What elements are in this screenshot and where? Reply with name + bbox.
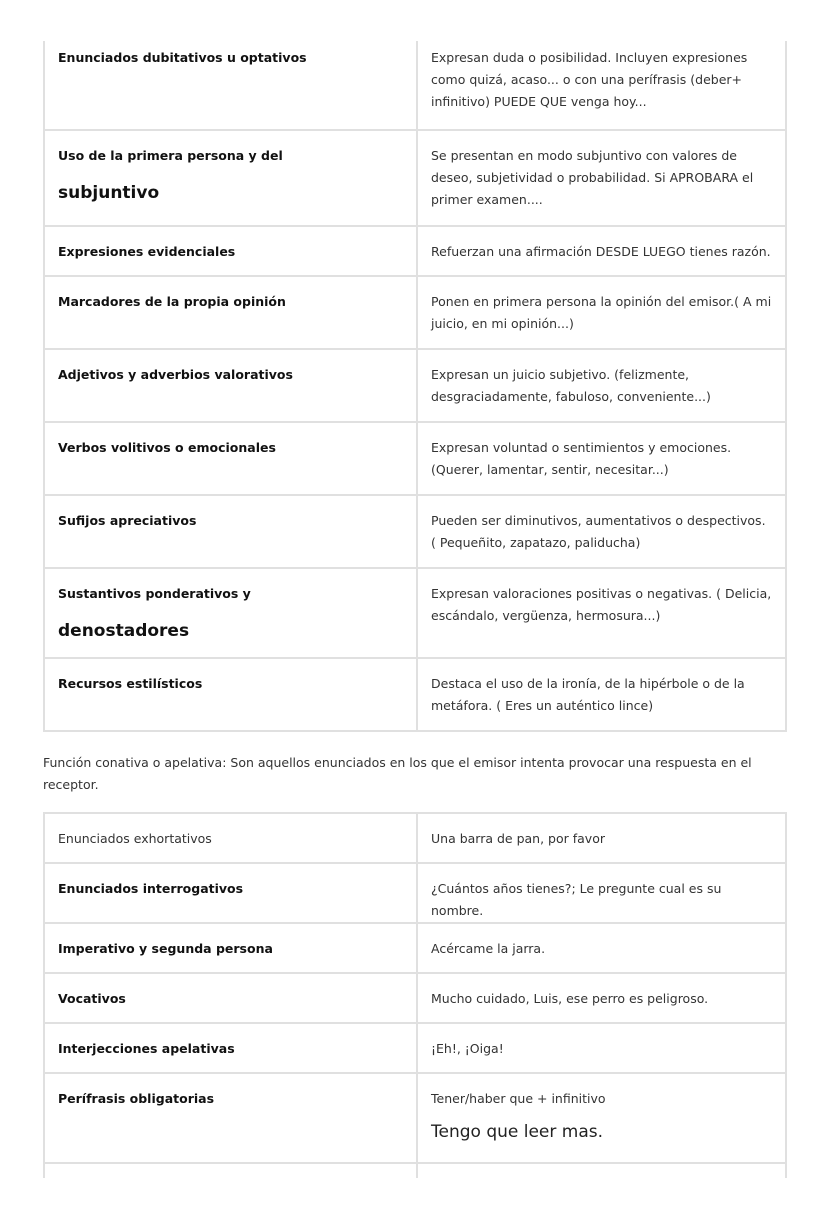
description-cell: Mucho cuidado, Luis, ese perro es peligroso. (417, 973, 786, 1023)
description-cell: Expresan duda o posibilidad. Incluyen expresiones como quizá, acaso... o con una perífrasis (deber+ infinitivo) PUEDE QUE venga hoy... (417, 41, 786, 130)
term-cell: Expresiones evidenciales (44, 226, 417, 276)
description-cell: Una barra de pan, por favor (417, 813, 786, 863)
table-row (44, 923, 786, 973)
conative-function-paragraph: Función conativa o apelativa: Son aquellos enunciados en los que el emisor intenta provocar una respuesta en el receptor. (43, 755, 752, 792)
description-cell: ¡Eh!, ¡Oiga! (417, 1023, 786, 1073)
table-row (44, 226, 786, 276)
table-row (44, 495, 786, 568)
table-row (44, 276, 786, 349)
table-row (44, 863, 786, 923)
term-cell: Enunciados exhortativos (44, 813, 417, 863)
term-cell: Imperativo y segunda persona (44, 923, 417, 973)
term-cell: Enunciados dubitativos u optativos (44, 41, 417, 130)
term-cell: Vocativos (44, 973, 417, 1023)
table-row (44, 422, 786, 495)
table-row (44, 658, 786, 731)
term-cell: Marcadores de la propia opinión (44, 276, 417, 349)
conative-function-table (43, 812, 787, 1178)
term-cell: Sufijos apreciativos (44, 495, 417, 568)
term-cell: Sustantivos ponderativos y denostadores (44, 568, 417, 658)
term-cell: Adjetivos y adverbios valorativos (44, 349, 417, 422)
table-row (44, 349, 786, 422)
table-row (44, 813, 786, 863)
description-cell: Expresan voluntad o sentimientos y emociones. (Querer, lamentar, sentir, necesitar...) (417, 422, 786, 495)
table-row (44, 973, 786, 1023)
table-row (44, 1073, 786, 1163)
expressive-function-table (43, 41, 787, 732)
description-cell: Se presentan en modo subjuntivo con valores de deseo, subjetividad o probabilidad. Si APROBARA el primer examen.... (417, 130, 786, 226)
description-cell: Expresan un juicio subjetivo. (felizmente, desgraciadamente, fabuloso, conveniente...) (417, 349, 786, 422)
table-row (44, 130, 786, 226)
description-cell: Acércame la jarra. (417, 923, 786, 973)
description-cell: ¿Cuántos años tienes?; Le pregunte cual es su nombre. (417, 863, 786, 923)
description-cell: Tener/haber que + infinitivo Tengo que leer mas. (417, 1073, 786, 1163)
term-cell: Perífrasis obligatorias (44, 1073, 417, 1163)
description-cell: Pueden ser diminutivos, aumentativos o despectivos. ( Pequeñito, zapatazo, paliducha) (417, 495, 786, 568)
description-cell: Destaca el uso de la ironía, de la hipérbole o de la metáfora. ( Eres un auténtico lince) (417, 658, 786, 731)
description-cell: Expresan valoraciones positivas o negativas. ( Delicia, escándalo, vergüenza, hermosura...) (417, 568, 786, 658)
term-cell (44, 1163, 417, 1178)
example-sentence: Tengo que leer mas. (431, 1122, 604, 1142)
term-cell: Verbos volitivos o emocionales (44, 422, 417, 495)
description-cell: Refuerzan una afirmación DESDE LUEGO tienes razón. (417, 226, 786, 276)
term-cell: Interjecciones apelativas (44, 1023, 417, 1073)
term-cell-large-text: subjuntivo (58, 183, 160, 203)
description-cell: Ponen en primera persona la opinión del emisor.( A mi juicio, en mi opinión...) (417, 276, 786, 349)
table-row (44, 1163, 786, 1178)
term-cell: Enunciados interrogativos (44, 863, 417, 923)
term-cell-large-text: denostadores (58, 621, 190, 641)
description-cell (417, 1163, 786, 1178)
term-cell: Uso de la primera persona y del subjuntivo (44, 130, 417, 226)
table-row (44, 568, 786, 658)
term-cell: Recursos estilísticos (44, 658, 417, 731)
table-row (44, 41, 786, 130)
table-row (44, 1023, 786, 1073)
